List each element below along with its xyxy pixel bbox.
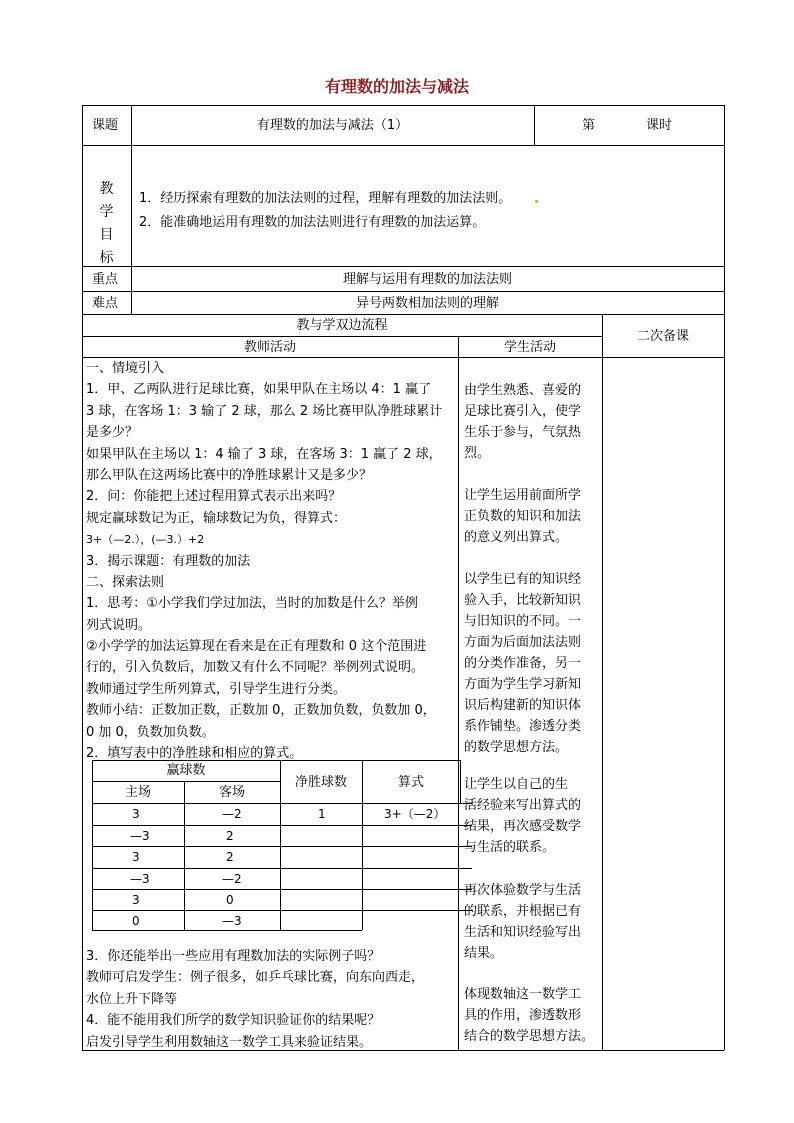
key-point-label: 重点 (92, 272, 119, 287)
student-block-2: 让学生运用前面所学 正负数的知识和加法 的意义列出算式。 (464, 488, 582, 545)
score-col-net: 净胜球数 (294, 775, 347, 790)
lesson-label: 第 (582, 118, 596, 133)
teacher-activity-header: 教师活动 (243, 340, 296, 355)
table-cell: 3 (132, 850, 140, 864)
goals-label: 教 学 目 标 (99, 181, 114, 266)
table-cell: 0 (132, 914, 140, 928)
table-cell: 3 (132, 893, 140, 907)
teacher-activity: 一、情境引入 1．甲、乙两队进行足球比赛，如果甲队在主场以 4：1 赢了 3 球，在客场 1：3 输了 2 球，那么 2 场比赛甲队净胜球累计 是多少？ 如果甲队在主场以 1：4 输了 3 球，在客场 3：1 赢了 2 球， 那么甲队在这两场比赛中的净胜球累计又是多少？ 2．问：你能把上述过程用算式表示出来吗？ 规定赢球数记为正，输球数记为负，得算式： 3+（—2.），(—3.）+2 3．揭示课题：有理数的加法 二、探索法则 1．思考：①小学我们学过加法，当时的加数是什么？举例 列式说明。 ②小学学的加法运算现在看来是在正有理数和 0 这个范围进 行的，引入负数后，加数又有什么不同呢？举例列式说明。 教师通过学生所列算式，引导学生进行分类。 教师小结：正数加正数，正数加 0，正数加负数，负数加 0， 0 加 0，负数加负数。 2．填写表中的净胜球和相应的算式。 (86, 361, 443, 762)
student-block-6: 体现数轴这一数学工 具的作用，渗透数形 结合的数学思想方法。 (464, 987, 595, 1044)
goal-item-1: 1．经历探索有理数的加法法则的过程，理解有理数的加法法则。 (139, 191, 512, 206)
key-point-text: 理解与运用有理数的加法法则 (342, 272, 512, 287)
table-cell: 2 (226, 850, 234, 864)
table-cell: 3 (132, 807, 140, 821)
flow-title: 教与学双边流程 (296, 318, 388, 333)
score-group-header: 赢球数 (166, 763, 206, 778)
score-table (92, 760, 472, 930)
table-cell: 3+（—2） (384, 807, 446, 821)
topic: 有理数的加法与减法（1） (256, 118, 409, 133)
difficulty-text: 异号两数相加法则的理解 (355, 296, 499, 311)
table-cell: —3 (130, 872, 150, 886)
table-cell: 1 (318, 807, 326, 821)
score-col-formula: 算式 (397, 775, 424, 790)
score-col-away: 客场 (218, 785, 245, 800)
table-cell: —3 (130, 829, 150, 843)
score-col-home: 主场 (124, 785, 151, 800)
table-cell: —2 (222, 807, 242, 821)
student-activity-header: 学生活动 (503, 340, 556, 355)
page-title: 有理数的加法与减法 (324, 77, 469, 96)
table-cell: —2 (222, 872, 242, 886)
period-label: 课时 (646, 118, 673, 133)
student-block-1: 由学生熟悉、喜爱的 足球比赛引入，使学 生乐于参与，气氛热 烈。 (464, 383, 582, 461)
student-block-3: 以学生已有的知识经 验入手，比较新知识 与旧知识的不同。一 方面为后面加法法则 的分类作准备，另一 方面为学生学习新知 识后构建新的知识体 系作铺垫。渗透分类 的数学思想方法。 (464, 572, 582, 755)
topic-label: 课题 (92, 118, 119, 133)
teacher-activity-continued: 3．你还能举出一些应用有理数加法的实际例子吗？ 教师可启发学生：例子很多，如乒乓球比赛，向东向西走， 水位上升下降等 4．能不能用我们所学的数学知识验证你的结果呢？ 启发引导学生利用数轴这一数学工具来验证结果。 (86, 949, 425, 1050)
table-cell: 0 (226, 893, 234, 907)
table-cell: —3 (222, 914, 242, 928)
student-block-5: 再次体验数学与生活 的联系，并根据已有 生活和知识经验写出 结果。 (464, 883, 582, 961)
student-block-4: 让学生以自己的生 活经验来写出算式的 结果，再次感受数学 与生活的联系。 (464, 777, 582, 855)
difficulty-label: 难点 (92, 296, 119, 311)
backup-header: 二次备课 (636, 329, 689, 344)
table-cell: 2 (226, 829, 234, 843)
goal-item-2: 2．能准确地运用有理数的加法法则进行有理数的加法运算。 (139, 215, 486, 230)
